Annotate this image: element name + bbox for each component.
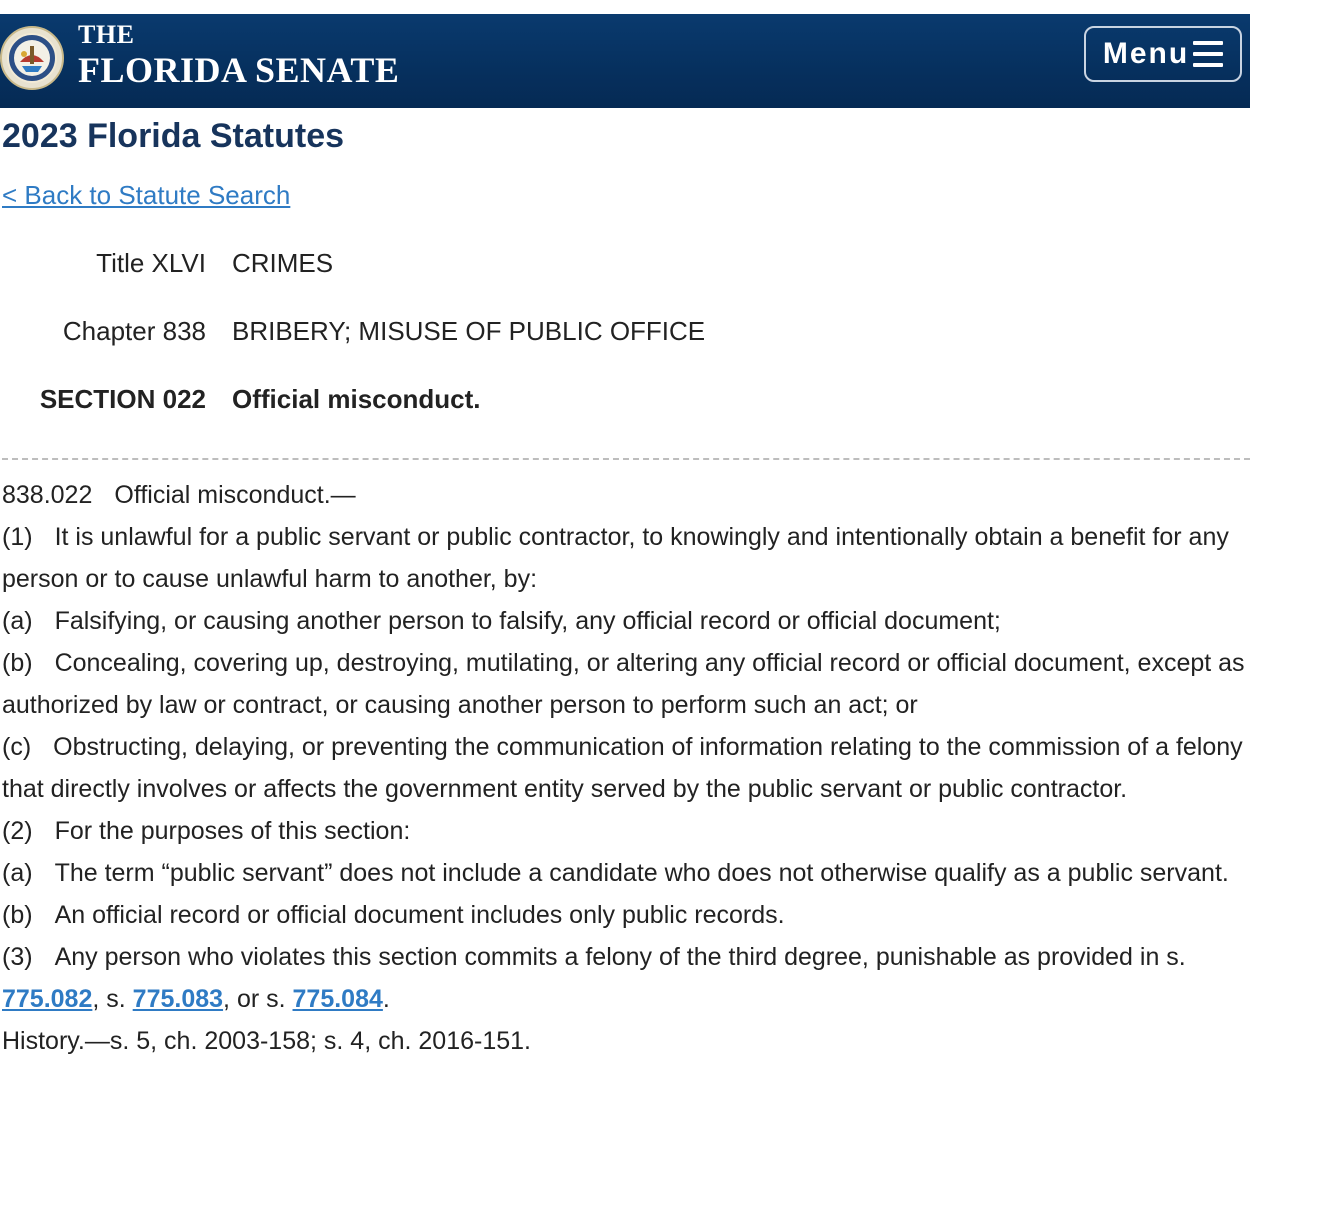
paragraph-1b [2, 642, 1252, 726]
subsection-text: Any person who violates this section commits a felony of the third degree, punishable as provided in s. [54, 943, 1186, 971]
site-header [0, 14, 1250, 108]
statute-link-775-083[interactable]: 775.083 [132, 985, 224, 1013]
menu-button[interactable] [1084, 26, 1242, 82]
hamburger-icon [1193, 41, 1223, 67]
section-label: SECTION 022 [39, 384, 206, 414]
paragraph-text: The term “public servant” does not include a candidate who does not otherwise qualify as a public servant. [54, 859, 1229, 887]
statute-text [2, 474, 1252, 1062]
subsection-3 [2, 936, 1252, 1020]
subsection-2 [2, 810, 1252, 852]
paragraph-number: (a) [2, 607, 33, 635]
subsection-text: For the purposes of this section: [54, 817, 411, 845]
paragraph-number: (b) [2, 649, 33, 677]
brand-wordmark[interactable] [78, 20, 399, 90]
period-text: . [382, 985, 390, 1013]
paragraph-number: (c) [2, 733, 32, 761]
paragraph-2b [2, 894, 1252, 936]
chapter-value: BRIBERY; MISUSE OF PUBLIC OFFICE [232, 316, 706, 346]
title-value: CRIMES [232, 248, 334, 278]
subsection-number: (1) [2, 523, 33, 551]
section-value: Official misconduct. [232, 384, 481, 414]
subsection-text: It is unlawful for a public servant or public contractor, to knowingly and intentionally obtain a benefit for any person or to cause unlawful harm to another, by: [2, 523, 1229, 593]
statute-link-775-082[interactable]: 775.082 [2, 985, 93, 1013]
florida-senate-seal-icon[interactable] [0, 26, 64, 90]
subsection-number: (2) [2, 817, 33, 845]
section-number: 838.022 [2, 481, 93, 509]
brand-name: FLORIDA SENATE [78, 50, 400, 90]
menu-label: Menu [1102, 37, 1190, 70]
paragraph-text: Falsifying, or causing another person to falsify, any official record or official document; [54, 607, 1001, 635]
brand-the: THE [78, 20, 135, 49]
paragraph-text: Obstructing, delaying, or preventing the communication of information relating to the commission of a felony that directly involves or affects the government entity served by the public servant or public contractor. [2, 733, 1243, 803]
back-to-statute-search-link[interactable]: < Back to Statute Search [2, 180, 291, 210]
separator-text: , or s. [223, 985, 286, 1013]
paragraph-number: (a) [2, 859, 33, 887]
catchline-text: Official misconduct.— [114, 481, 356, 509]
chapter-label: Chapter 838 [62, 316, 206, 346]
subsection-1 [2, 516, 1252, 600]
separator-text: , s. [92, 985, 126, 1013]
subsection-number: (3) [2, 943, 33, 971]
paragraph-2a [2, 852, 1252, 894]
title-label: Title XLVI [96, 248, 206, 278]
catchline [2, 474, 1252, 516]
paragraph-text: Concealing, covering up, destroying, mutilating, or altering any official record or official document, except as authorized by law or contract, or causing another person to perform such an act; or [2, 649, 1245, 719]
section-divider [2, 458, 1250, 460]
paragraph-1c [2, 726, 1252, 810]
history-note: History.—s. 5, ch. 2003-158; s. 4, ch. 2016-151. [2, 1027, 531, 1055]
paragraph-number: (b) [2, 901, 33, 929]
paragraph-text: An official record or official document includes only public records. [54, 901, 785, 929]
page-title: 2023 Florida Statutes [2, 117, 345, 155]
statute-link-775-084[interactable]: 775.084 [292, 985, 383, 1013]
paragraph-1a [2, 600, 1252, 642]
